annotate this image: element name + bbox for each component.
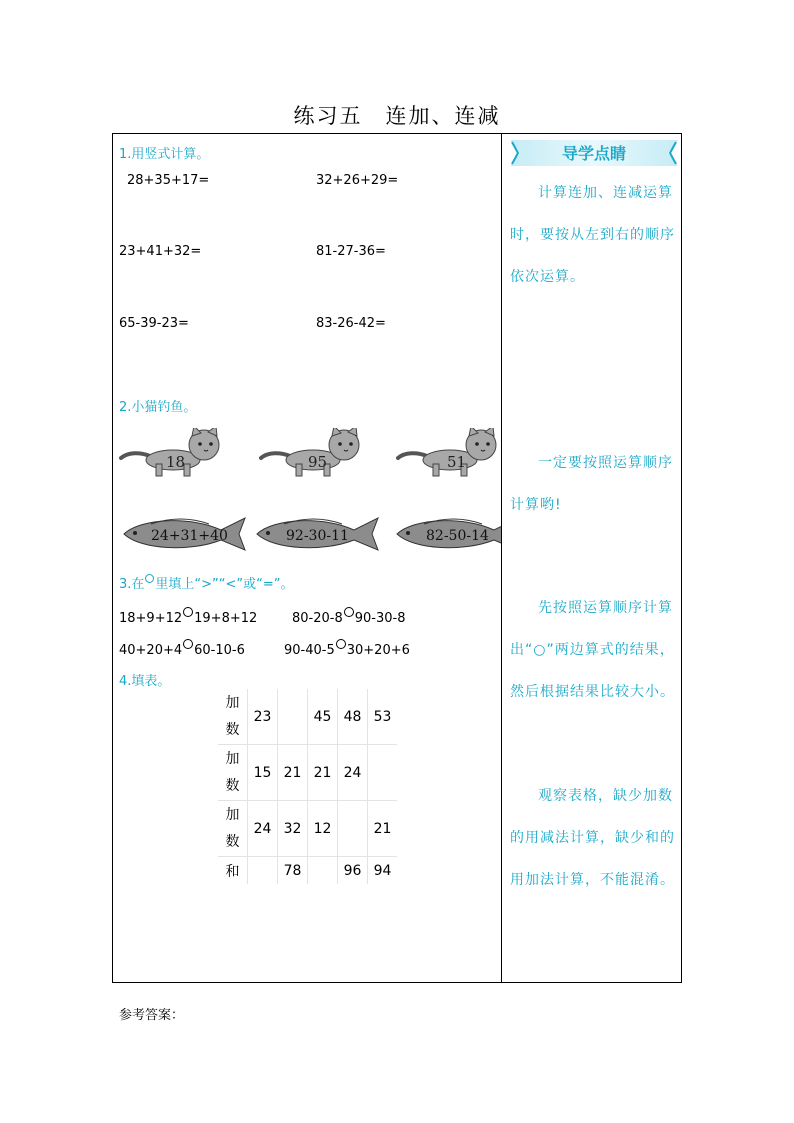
fish-picture bbox=[254, 514, 382, 554]
fish-picture bbox=[121, 514, 249, 554]
cat-picture bbox=[258, 428, 368, 480]
table-cell[interactable] bbox=[308, 857, 338, 885]
q1-expr: 83-26-42= bbox=[316, 316, 386, 331]
table-cell[interactable]: 21 bbox=[278, 745, 308, 801]
guide-title-banner bbox=[510, 140, 678, 166]
cat-picture bbox=[395, 428, 501, 480]
row-label: 加 数 bbox=[218, 689, 248, 745]
cat-number: 18 bbox=[166, 453, 186, 471]
table-cell[interactable]: 94 bbox=[373, 862, 392, 879]
circle-blank[interactable] bbox=[183, 607, 193, 617]
table-cell[interactable]: 24 bbox=[248, 801, 278, 857]
fish-picture bbox=[394, 514, 501, 554]
row-label: 和 bbox=[218, 857, 248, 885]
table-cell[interactable]: 96 bbox=[338, 857, 368, 885]
circle-blank[interactable] bbox=[183, 639, 193, 649]
fish-expression: 82-50-14 bbox=[426, 528, 489, 544]
fill-table bbox=[218, 689, 397, 884]
compare-item: 80-20-8 90-30-8 bbox=[292, 607, 406, 626]
q4-heading: 4.填表。 bbox=[119, 674, 171, 689]
answers-label: 参考答案： bbox=[119, 1008, 185, 1023]
cat-picture bbox=[118, 428, 228, 480]
fish-expression: 24+31+40 bbox=[151, 528, 228, 544]
table-cell[interactable]: 23 bbox=[248, 689, 278, 745]
table-cell[interactable] bbox=[338, 801, 368, 857]
table-cell[interactable] bbox=[278, 689, 308, 745]
circle-blank[interactable] bbox=[344, 607, 354, 617]
table-cell[interactable]: 53 bbox=[368, 689, 398, 745]
compare-item: 40+20+4 60-10-6 bbox=[119, 639, 245, 658]
guide-tip: 计算连加、连减运算时，要按从左到右的顺序依次运算。 bbox=[510, 185, 675, 285]
guide-tip: 先按照运算顺序计算出“○”两边算式的结果，然后根据结果比较大小。 bbox=[510, 600, 675, 700]
guide-tip: 观察表格，缺少加数的用减法计算，缺少和的用加法计算，不能混淆。 bbox=[510, 788, 675, 888]
fish-expression: 92-30-11 bbox=[286, 528, 349, 544]
table-cell[interactable]: 45 bbox=[308, 689, 338, 745]
compare-item: 18+9+12 19+8+12 bbox=[119, 607, 257, 626]
q1-expr: 23+41+32= bbox=[119, 244, 202, 259]
guide-title: 导学点睛 bbox=[561, 144, 627, 163]
table-cell[interactable]: 78 bbox=[278, 857, 308, 885]
table-cell[interactable]: 12 bbox=[308, 801, 338, 857]
q1-expr: 28+35+17= bbox=[127, 173, 210, 188]
circle-blank[interactable] bbox=[336, 639, 346, 649]
page-title: 练习五 连加、连减 bbox=[293, 104, 501, 128]
table-cell[interactable] bbox=[248, 857, 278, 885]
cat-number: 51 bbox=[447, 453, 467, 471]
row-label: 加 数 bbox=[218, 745, 248, 801]
table-cell[interactable]: 21 bbox=[308, 745, 338, 801]
cat-number: 95 bbox=[308, 453, 328, 471]
q1-heading: 1.用竖式计算。 bbox=[119, 147, 210, 162]
q2-heading: 2.小猫钓鱼。 bbox=[119, 400, 197, 415]
table-cell[interactable]: 24 bbox=[338, 745, 368, 801]
q1-expr: 32+26+29= bbox=[316, 173, 399, 188]
table-row bbox=[218, 857, 397, 885]
q1-expr: 65-39-23= bbox=[119, 316, 189, 331]
compare-item: 90-40-5 30+20+6 bbox=[284, 639, 410, 658]
circle-icon bbox=[145, 574, 154, 583]
guide-tip: 一定要按照运算顺序计算哟! bbox=[510, 455, 673, 513]
q3-heading: 3.在 里填上“>”“<”或“=”。 bbox=[119, 573, 294, 592]
table-cell[interactable]: 15 bbox=[248, 745, 278, 801]
table-row bbox=[218, 745, 397, 801]
table-cell[interactable] bbox=[368, 745, 398, 801]
q1-expr: 81-27-36= bbox=[316, 244, 386, 259]
column-divider bbox=[501, 133, 502, 983]
table-cell[interactable]: 32 bbox=[278, 801, 308, 857]
table-cell[interactable]: 21 bbox=[368, 801, 398, 857]
table-cell[interactable]: 48 bbox=[338, 689, 368, 745]
table-row bbox=[218, 689, 397, 745]
table-row bbox=[218, 801, 397, 857]
row-label: 加 数 bbox=[218, 801, 248, 857]
